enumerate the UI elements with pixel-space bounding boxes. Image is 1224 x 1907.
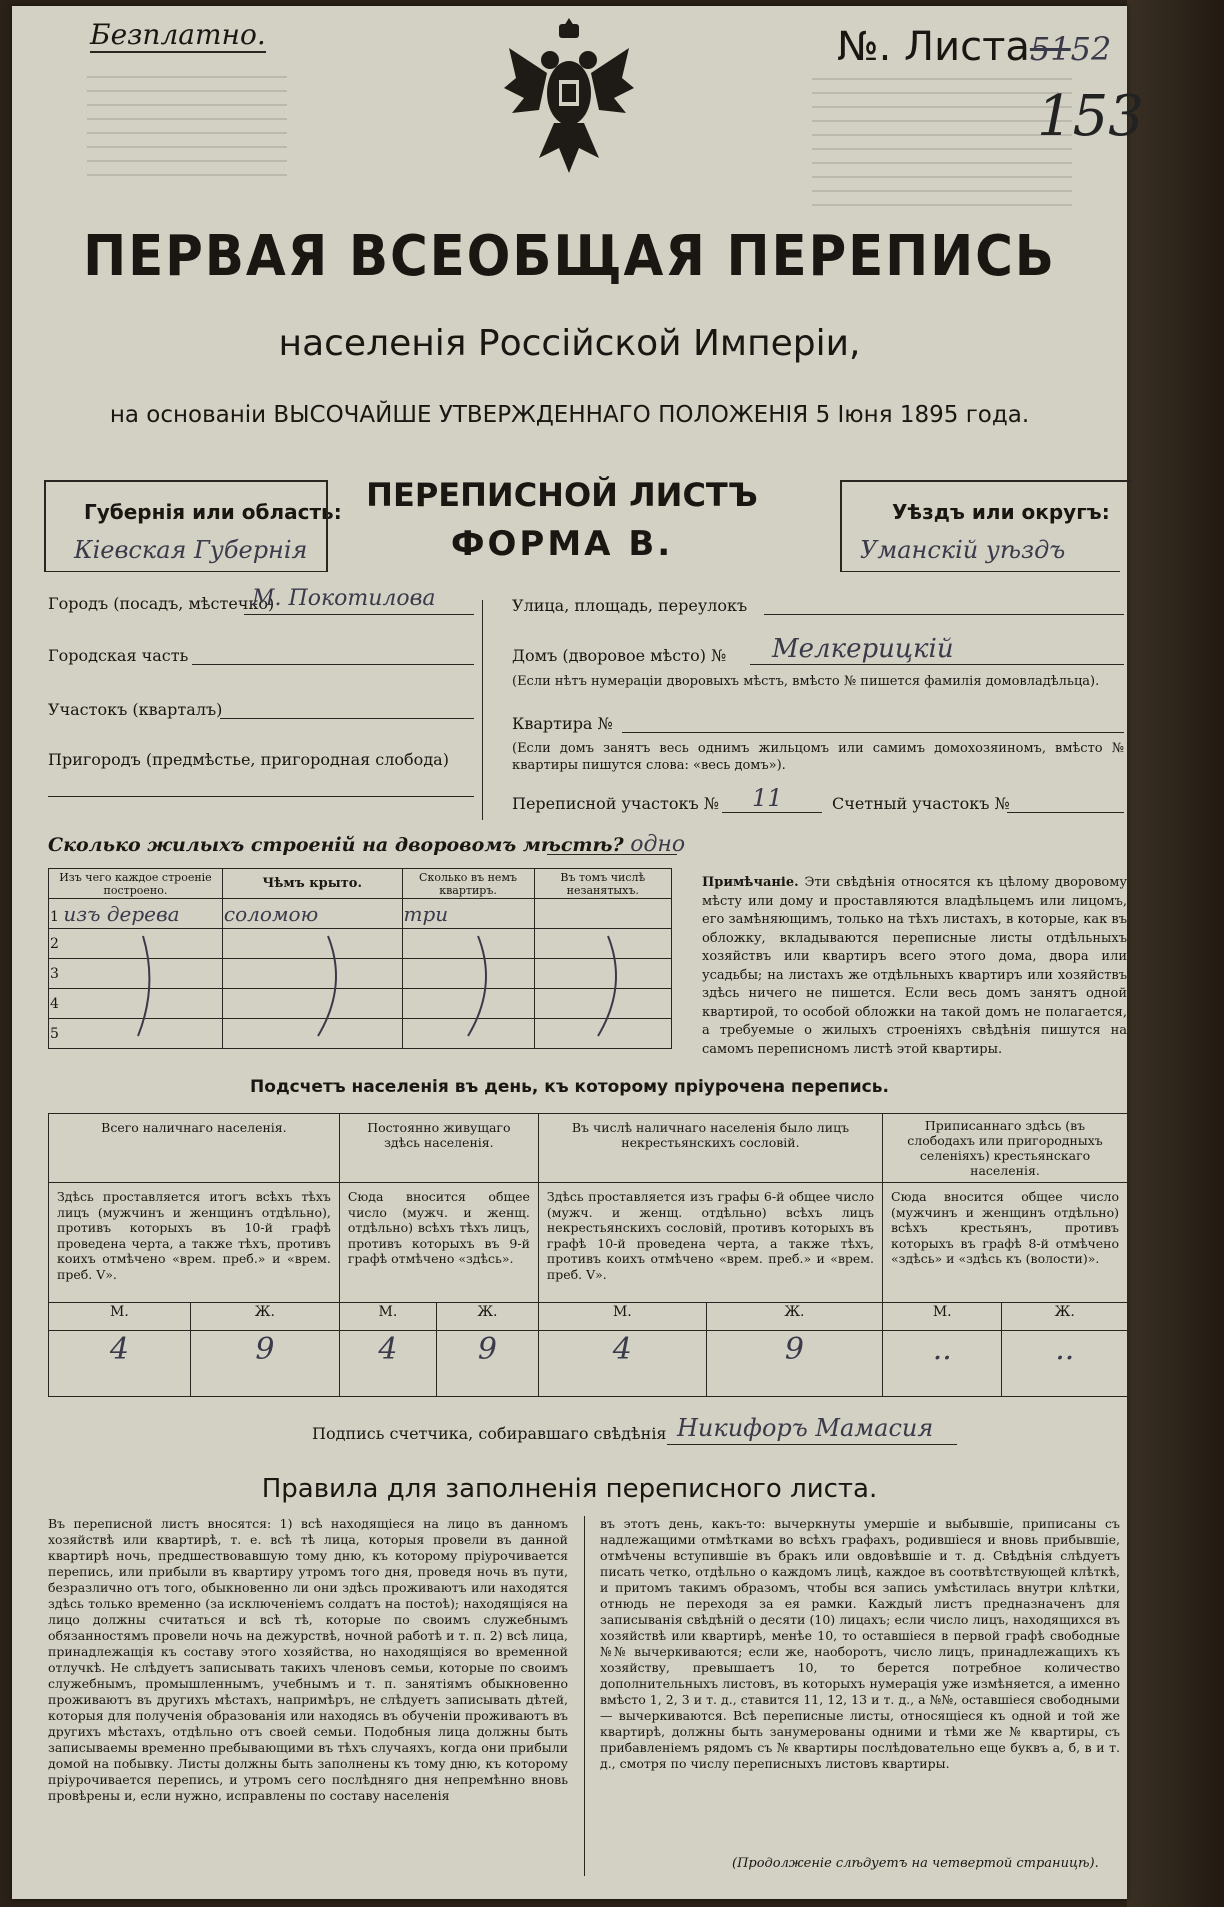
podschet-desc-1: Сюда вносится общее число (мужч. и женщ. отдѣльно) всѣхъ тѣхъ лицъ, противъ которыхъ въ 9-й графѣ отмѣчено «здѣсь». <box>339 1183 538 1303</box>
uezd-value: Уманскій уѣздъ <box>860 536 1066 564</box>
buildings-row: 1 изъ дерева соломою три <box>49 899 672 929</box>
podschet-desc-3: Сюда вносится общее число (мужчинъ и женщинъ отдѣльно) всѣхъ крестьянъ, противъ которыхъ въ графѣ 8-й отмѣчено «здѣсь» и «здѣсь къ (волости)». <box>883 1183 1128 1303</box>
podschet-desc-0: Здѣсь проставляется итогъ всѣхъ тѣхъ лицъ (мужчинъ и женщинъ отдѣльно), противъ которыхъ въ 10-й графѣ проведена черта, а также тѣхъ, противъ коихъ отмѣчено «врем. преб.» и «врем. преб. V». <box>49 1183 340 1303</box>
perepisnoy-value: 11 <box>752 784 783 812</box>
podschet-value: 9 <box>190 1331 339 1397</box>
buildings-row: 3 <box>49 959 672 989</box>
uchastok-label: Участокъ (кварталъ) <box>48 700 223 719</box>
podschet-value: .. <box>883 1331 1002 1397</box>
form-title: ФОРМА В. <box>450 524 674 564</box>
handwritten-dash-marks <box>48 926 672 1056</box>
kvartira-label: Квартира № <box>512 714 613 733</box>
buildings-header-roof: Чѣмъ крыто. <box>222 869 402 899</box>
buildings-row: 2 <box>49 929 672 959</box>
buildings-row: 5 <box>49 1019 672 1049</box>
podschet-value: .. <box>1002 1331 1128 1397</box>
kvartira-note: (Если домъ занятъ весь однимъ жильцомъ или самимъ домохозяиномъ, вмѣсто № квартиры пишутся слова: «весь домъ»). <box>512 741 1124 773</box>
buildings-answer: одно <box>630 832 686 857</box>
buildings-header-material: Изъ чего каждое строеніе построено. <box>49 869 223 899</box>
sheet-number-written: 52 <box>1070 30 1112 68</box>
sheet-number-big: 153 <box>1037 84 1144 149</box>
subtitle: населенія Россійской Имперіи, <box>278 323 861 364</box>
prigorod-label: Пригородъ (предмѣстье, пригородная слобода) <box>48 750 449 769</box>
gorod-label: Городъ (посадъ, мѣстечко) <box>48 594 275 613</box>
podschet-head-2: Въ числѣ наличнаго населенія было лицъ некрестьянскихъ сословій. <box>538 1114 882 1183</box>
podschet-value: 4 <box>339 1331 436 1397</box>
double-headed-eagle-emblem <box>504 18 634 183</box>
buildings-question: Сколько жилыхъ строеній на дворовомъ мѣстѣ? одно <box>48 832 686 857</box>
uezd-label: Уѣздъ или округъ: <box>892 500 1110 524</box>
buildings-header-vacant: Въ томъ числѣ незанятыхъ. <box>534 869 671 899</box>
guberniya-label: Губернія или область: <box>84 500 342 524</box>
buildings-row: 4 <box>49 989 672 1019</box>
signature-label: Подпись счетчика, собиравшаго свѣдѣнія <box>312 1424 667 1443</box>
podschet-value: 9 <box>436 1331 538 1397</box>
podschet-head-1: Постоянно живущаго здѣсь населенія. <box>339 1114 538 1183</box>
buildings-header-flats: Сколько въ немъ квартиръ. <box>402 869 534 899</box>
buildings-note: Примѣчаніе. Эти свѣдѣнія относятся къ цѣлому дворовому мѣсту или дому и проставляются владѣльцемъ или лицомъ, его замѣняющимъ, только на тѣхъ листахъ, в которые, как въ обложку, вкладываются переписные листы отдѣльныхъ хозяйствъ или квартиръ всего этого дома, двора или усадьбы; на листахъ же отдѣльныхъ квартиръ или хозяйствъ здѣсь ничего не пишется. Если весь домъ занятъ одной квартирой, то особой обложки на такой домъ не полагается, а требуемые о жилыхъ строеніяхъ свѣдѣнія пишутся на самомъ переписномъ листѣ этой квартиры. <box>702 875 1127 1057</box>
page-edge-background <box>1127 0 1224 1907</box>
bleed-through-area-right <box>812 76 1072 206</box>
dom-value: Мелкерицкій <box>772 634 954 664</box>
census-form-page <box>12 6 1144 1899</box>
rules-title: Правила для заполненія переписного листа. <box>261 1474 878 1504</box>
perepisnoy-label: Переписной участокъ № <box>512 794 719 813</box>
rules-left-column: Въ переписной листъ вносятся: 1) всѣ находящіеся на лицо въ данномъ хозяйствѣ или квартирѣ, т. е. всѣ тѣ лица, которыя провели въ данной квартирѣ ночь, предшествовавшую тому дню, къ которому пріурочивается перепись, или прибыли въ квартиру утромъ того дня, проведя ночь въ пути, безразлично отъ того, обыкновенно ли они здѣсь проживаютъ или находятся здѣсь только временно (за исключеніемъ солдатъ на постоѣ); находящіяся на лицо должны считаться и всѣ тѣ, которые по своимъ служебнымъ обязанностямъ провели ночь на дежурствѣ, ночной работѣ и т. п. 2) всѣ лица, принадлежащія къ составу этого хозяйства, но находящіяся во временной отлучкѣ. Не слѣдуетъ записывать такихъ членовъ семьи, которые по своимъ служебнымъ, промышленнымъ, учебнымъ и т. п. занятіямъ обыкновенно проживаютъ въ другихъ мѣстахъ, напримѣръ, не слѣдуетъ записывать дѣтей, которыя для полученія образованія или находясь въ обученіи проживаютъ въ другихъ мѣстахъ, отдѣльно отъ своей семьи. Подобныя лица должны быть записываемы временно пребывающими въ тѣхъ случаяхъ, когда они прибыли домой на побывку. Листы должны быть заполнены къ тому дню, къ которому пріурочивается перепись, и утромъ сего послѣдняго дня непремѣнно вновь провѣрены и, если нужно, исправлены по составу населенія <box>48 1516 568 1803</box>
rules-right-column: въ этотъ день, какъ-то: вычеркнуты умершіе и выбывшіе, приписаны съ надлежащими отмѣтками во всѣхъ графахъ, родившіеся и вновь прибывшіе, отмѣчены вступившіе въ бракъ или овдовѣвшіе и т. д. Свѣдѣнія слѣдуетъ писать четко, отдѣльно о каждомъ лицѣ, каждое въ соотвѣтствующей клѣткѣ, и притомъ такимъ образомъ, чтобы вся запись умѣстилась внутри клѣтки, отнюдь не переходя за ея рамки. Каждый листъ предназначенъ для записыванія свѣдѣній о десяти (10) лицахъ; если число лицъ, находящихся въ хозяйствѣ или квартирѣ, менѣе 10, то оставшіеся в первой графѣ свободные №№ вычеркиваются; если же, наоборотъ, число лицъ, принадлежащихъ къ хозяйству, превышаетъ 10, то берется потребное количество дополнительныхъ листовъ, въ которыхъ нумерація уже измѣняется, а именно вмѣсто 1, 2, 3 и т. д., ставится 11, 12, 13 и т. д., а №№, оставшіеся свободными — вычеркиваются. Всѣ переписные листы, относящіеся къ одной и той же квартирѣ, должны быть занумерованы одними и тѣми же № квартиры, съ прибавленіемъ рядомъ съ № квартиры послѣдовательно еще буквъ а, б, в и т. д., смотря по числу переписныхъ листовъ квартиры. <box>600 1516 1120 1771</box>
basis-line: на основаніи ВЫСОЧАЙШЕ УТВЕРЖДЕННАГО ПОЛОЖЕНІЯ 5 Іюня 1895 года. <box>109 402 1030 428</box>
podschet-value: 9 <box>706 1331 882 1397</box>
podschet-head-3: Приписаннаго здѣсь (въ слободахъ или пригородныхъ селеніяхъ) крестьянскаго населенія. <box>883 1114 1128 1183</box>
sheet-number-struck: 51 <box>1029 30 1071 68</box>
podschet-table: Всего наличнаго населенія. Постоянно живущаго здѣсь населенія. Въ числѣ наличнаго населенія было лицъ некрестьянскихъ сословій. Приписаннаго здѣсь (въ слободахъ или пригородныхъ селеніяхъ) крестьянскаго населенія. Здѣсь проставляется итогъ всѣхъ тѣхъ лицъ (мужчинъ и женщинъ отдѣльно), противъ которыхъ въ 10-й графѣ проведена черта, а также тѣхъ, противъ коихъ отмѣчено «врем. преб.» и «врем. преб. V». Сюда вносится общее число (мужч. и женщ. отдѣльно) всѣхъ тѣхъ лицъ, противъ которыхъ въ 9-й графѣ отмѣчено «здѣсь». Здѣсь проставляется изъ графы 6-й общее число (мужч. и женщ. отдѣльно) всѣхъ лицъ некрестьянскихъ сословій, противъ которыхъ въ графѣ 10-й проведена черта, а также тѣхъ, противъ коихъ отмѣчено «врем. преб.» и «врем. преб. V». Сюда вносится общее число (мужчинъ и женщинъ отдѣльно) всѣхъ крестьянъ, противъ которыхъ въ графѣ 8-й отмѣчено «здѣсь» и «здѣсь къ (волости)». М. Ж. М. Ж. М. Ж. М. Ж. 4 9 4 9 4 9 .. .. <box>48 1113 1128 1397</box>
bleed-through-area <box>87 76 287 176</box>
podschet-value: 4 <box>49 1331 191 1397</box>
list-title: ПЕРЕПИСНОЙ ЛИСТЪ <box>366 476 758 514</box>
gorod-value: М. Покотилова <box>252 586 436 611</box>
main-title: ПЕРВАЯ ВСЕОБЩАЯ ПЕРЕПИСЬ <box>83 224 1056 289</box>
sheet-number-label: №. Листа5152 <box>837 24 1112 70</box>
podschet-head-0: Всего наличнаго населенія. <box>49 1114 340 1183</box>
schetny-label: Счетный участокъ № <box>832 794 1010 813</box>
dom-label: Домъ (дворовое мѣсто) № <box>512 646 727 665</box>
chast-label: Городская часть <box>48 646 189 665</box>
guberniya-value: Кіевская Губернія <box>74 536 308 564</box>
signature-value: Никифоръ Мамасия <box>677 1414 934 1442</box>
podschet-desc-2: Здѣсь проставляется изъ графы 6-й общее число (мужч. и женщ. отдѣльно) всѣхъ лицъ некрестьянскихъ сословій, противъ которыхъ въ графѣ 10-й проведена черта, а также тѣхъ, противъ коихъ отмѣчено «врем. преб.» и «врем. преб. V». <box>538 1183 882 1303</box>
free-label: Безплатно. <box>90 18 266 51</box>
dom-note: (Если нѣтъ нумераціи дворовыхъ мѣстъ, вмѣсто № пишется фамилія домовладѣльца). <box>512 674 1100 689</box>
ulitsa-label: Улица, площадь, переулокъ <box>512 596 748 615</box>
podschet-title: Подсчетъ населенія въ день, къ которому пріурочена перепись. <box>250 1077 889 1097</box>
rules-continued: (Продолженіе слѣдуетъ на четвертой страницѣ). <box>732 1856 1099 1871</box>
podschet-value: 4 <box>538 1331 706 1397</box>
